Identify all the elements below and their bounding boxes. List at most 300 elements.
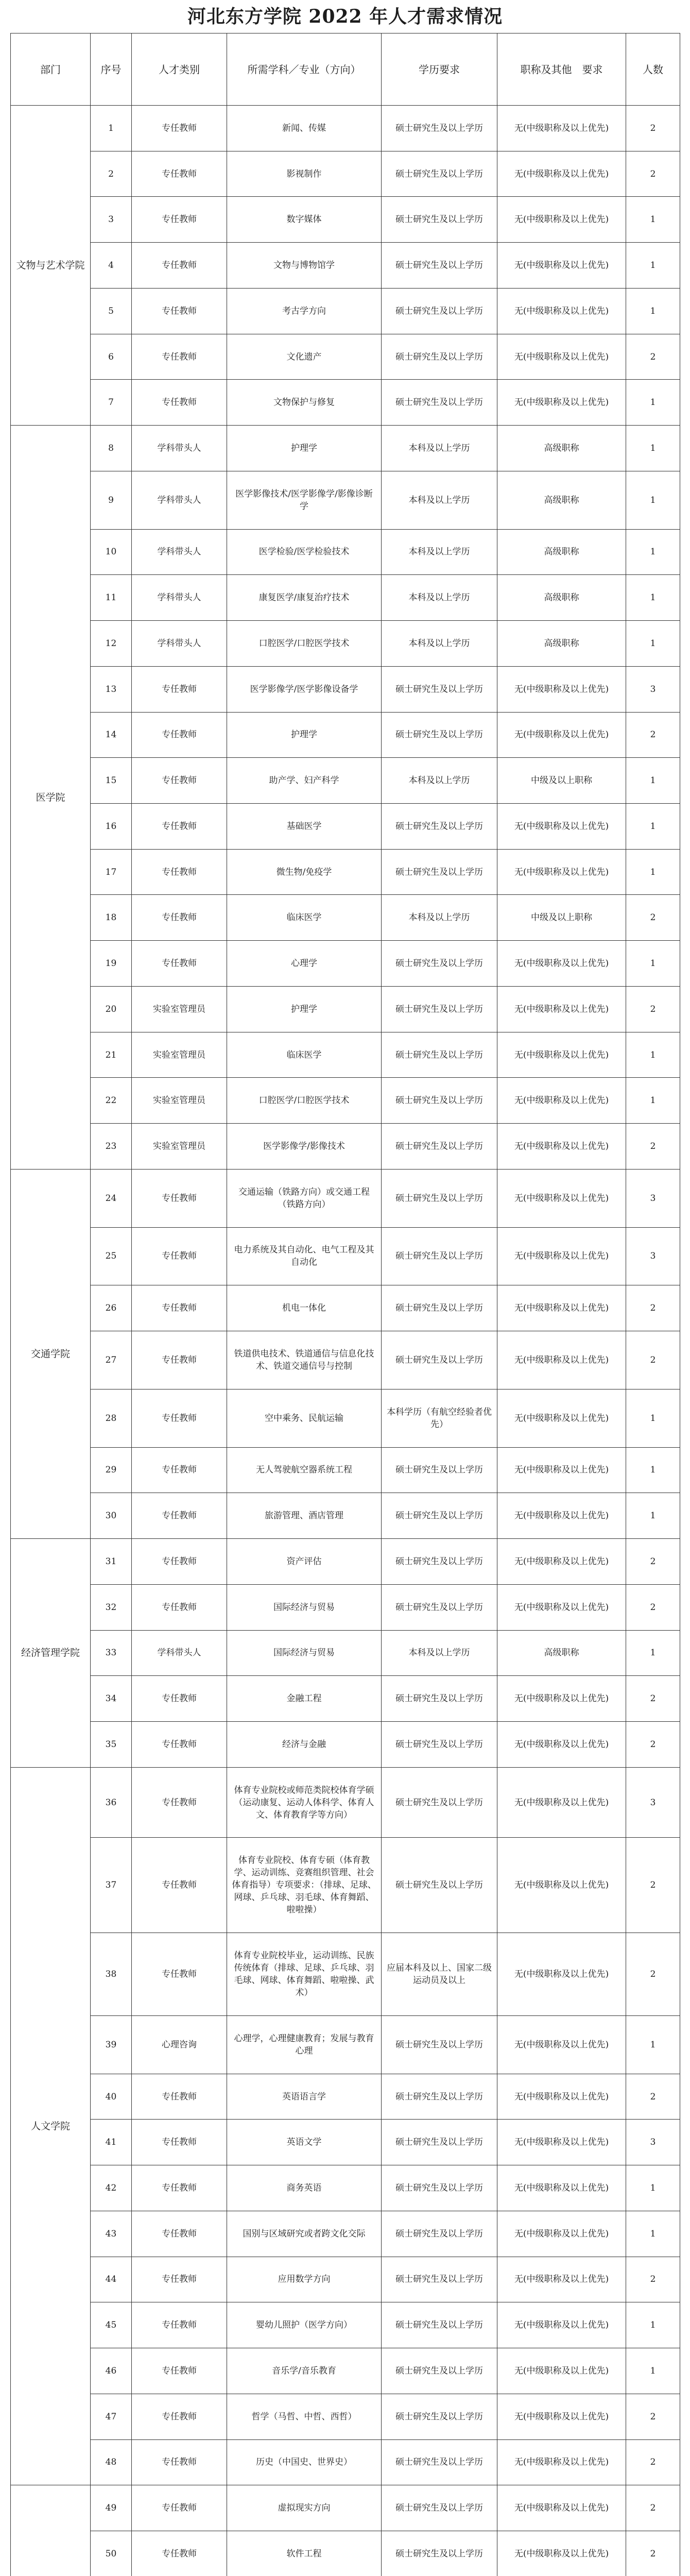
cell-count: 1 bbox=[626, 380, 680, 426]
cell-category: 学科带头人 bbox=[132, 426, 227, 471]
table-row bbox=[11, 1767, 680, 1838]
cell-education: 硕士研究生及以上学历 bbox=[382, 2485, 497, 2531]
cell-field: 护理学 bbox=[227, 426, 382, 471]
cell-count: 2 bbox=[626, 2074, 680, 2120]
cell-no: 48 bbox=[91, 2439, 132, 2485]
cell-education: 硕士研究生及以上学历 bbox=[382, 2015, 497, 2074]
cell-education: 应届本科及以上、国家二级运动员及以上 bbox=[382, 1933, 497, 2016]
cell-category: 学科带头人 bbox=[132, 621, 227, 667]
table-row bbox=[11, 1169, 680, 1227]
cell-no: 50 bbox=[91, 2531, 132, 2576]
cell-title-requirement: 无(中级职称及以上优先) bbox=[497, 2165, 626, 2211]
cell-education: 本科及以上学历 bbox=[382, 1630, 497, 1676]
cell-title-requirement: 高级职称 bbox=[497, 529, 626, 575]
table-row bbox=[11, 106, 680, 151]
cell-no: 1 bbox=[91, 106, 132, 151]
cell-no: 22 bbox=[91, 1078, 132, 1124]
cell-education: 硕士研究生及以上学历 bbox=[382, 2531, 497, 2576]
cell-field: 无人驾驶航空器系统工程 bbox=[227, 1447, 382, 1493]
cell-category: 专任教师 bbox=[132, 1933, 227, 2016]
cell-field: 铁道供电技术、铁道通信与信息化技术、铁道交通信号与控制 bbox=[227, 1331, 382, 1389]
cell-category: 专任教师 bbox=[132, 758, 227, 804]
cell-no: 28 bbox=[91, 1389, 132, 1447]
cell-field: 心理学，心理健康教育；发展与教育心理 bbox=[227, 2015, 382, 2074]
cell-education: 本科及以上学历 bbox=[382, 471, 497, 529]
cell-field: 虚拟现实方向 bbox=[227, 2485, 382, 2531]
cell-title-requirement: 无(中级职称及以上优先) bbox=[497, 1539, 626, 1585]
cell-title-requirement: 无(中级职称及以上优先) bbox=[497, 1584, 626, 1630]
header-category: 人才类别 bbox=[132, 33, 227, 106]
cell-education: 硕士研究生及以上学历 bbox=[382, 941, 497, 987]
cell-education: 硕士研究生及以上学历 bbox=[382, 1032, 497, 1078]
cell-no: 9 bbox=[91, 471, 132, 529]
cell-no: 36 bbox=[91, 1767, 132, 1838]
cell-count: 1 bbox=[626, 2165, 680, 2211]
cell-no: 39 bbox=[91, 2015, 132, 2074]
cell-category: 专任教师 bbox=[132, 1539, 227, 1585]
cell-education: 硕士研究生及以上学历 bbox=[382, 1227, 497, 1285]
cell-count: 1 bbox=[626, 471, 680, 529]
cell-title-requirement: 无(中级职称及以上优先) bbox=[497, 666, 626, 712]
table-row bbox=[11, 804, 680, 850]
cell-field: 软件工程 bbox=[227, 2531, 382, 2576]
table-row bbox=[11, 1389, 680, 1447]
table-row bbox=[11, 895, 680, 941]
cell-field: 婴幼儿照护（医学方向） bbox=[227, 2302, 382, 2348]
cell-no: 40 bbox=[91, 2074, 132, 2120]
cell-count: 2 bbox=[626, 334, 680, 380]
cell-category: 专任教师 bbox=[132, 2257, 227, 2302]
cell-count: 2 bbox=[626, 1539, 680, 1585]
cell-no: 38 bbox=[91, 1933, 132, 2016]
cell-title-requirement: 无(中级职称及以上优先) bbox=[497, 1032, 626, 1078]
cell-category: 专任教师 bbox=[132, 1721, 227, 1767]
cell-category: 专任教师 bbox=[132, 243, 227, 289]
table-row bbox=[11, 621, 680, 667]
cell-field: 影视制作 bbox=[227, 151, 382, 197]
cell-title-requirement: 无(中级职称及以上优先) bbox=[497, 1078, 626, 1124]
cell-category: 专任教师 bbox=[132, 849, 227, 895]
cell-title-requirement: 无(中级职称及以上优先) bbox=[497, 804, 626, 850]
cell-dept bbox=[11, 2485, 91, 2576]
cell-count: 1 bbox=[626, 2348, 680, 2394]
cell-title-requirement: 无(中级职称及以上优先) bbox=[497, 849, 626, 895]
cell-count: 2 bbox=[626, 1933, 680, 2016]
cell-field: 英语语言学 bbox=[227, 2074, 382, 2120]
cell-title-requirement: 无(中级职称及以上优先) bbox=[497, 380, 626, 426]
table-row bbox=[11, 758, 680, 804]
cell-no: 20 bbox=[91, 986, 132, 1032]
cell-field: 护理学 bbox=[227, 986, 382, 1032]
cell-field: 机电一体化 bbox=[227, 1285, 382, 1331]
cell-field: 音乐学/音乐教育 bbox=[227, 2348, 382, 2394]
cell-education: 硕士研究生及以上学历 bbox=[382, 1767, 497, 1838]
cell-no: 5 bbox=[91, 288, 132, 334]
cell-count: 1 bbox=[626, 1389, 680, 1447]
cell-category: 专任教师 bbox=[132, 106, 227, 151]
header-education: 学历要求 bbox=[382, 33, 497, 106]
cell-count: 2 bbox=[626, 2485, 680, 2531]
table-row bbox=[11, 575, 680, 621]
header-count: 人数 bbox=[626, 33, 680, 106]
cell-no: 11 bbox=[91, 575, 132, 621]
cell-field: 空中乘务、民航运输 bbox=[227, 1389, 382, 1447]
cell-category: 专任教师 bbox=[132, 2302, 227, 2348]
cell-count: 1 bbox=[626, 849, 680, 895]
cell-count: 1 bbox=[626, 529, 680, 575]
cell-education: 本科及以上学历 bbox=[382, 758, 497, 804]
cell-education: 硕士研究生及以上学历 bbox=[382, 2394, 497, 2439]
cell-no: 14 bbox=[91, 712, 132, 758]
table-row bbox=[11, 2348, 680, 2394]
cell-no: 12 bbox=[91, 621, 132, 667]
table-row bbox=[11, 288, 680, 334]
cell-title-requirement: 无(中级职称及以上优先) bbox=[497, 1285, 626, 1331]
cell-no: 18 bbox=[91, 895, 132, 941]
cell-education: 硕士研究生及以上学历 bbox=[382, 334, 497, 380]
cell-count: 2 bbox=[626, 2257, 680, 2302]
table-row bbox=[11, 1838, 680, 1933]
cell-title-requirement: 无(中级职称及以上优先) bbox=[497, 2531, 626, 2576]
table-row bbox=[11, 1630, 680, 1676]
cell-count: 2 bbox=[626, 1676, 680, 1722]
table-row bbox=[11, 1227, 680, 1285]
cell-count: 1 bbox=[626, 2015, 680, 2074]
cell-field: 微生物/免疫学 bbox=[227, 849, 382, 895]
cell-no: 17 bbox=[91, 849, 132, 895]
cell-education: 硕士研究生及以上学历 bbox=[382, 2257, 497, 2302]
cell-dept: 人文学院 bbox=[11, 1767, 91, 2485]
cell-education: 硕士研究生及以上学历 bbox=[382, 2074, 497, 2120]
cell-category: 专任教师 bbox=[132, 1169, 227, 1227]
cell-category: 专任教师 bbox=[132, 334, 227, 380]
cell-education: 本科学历（有航空经验者优先） bbox=[382, 1389, 497, 1447]
cell-no: 26 bbox=[91, 1285, 132, 1331]
cell-count: 3 bbox=[626, 666, 680, 712]
cell-category: 专任教师 bbox=[132, 712, 227, 758]
table-row bbox=[11, 1493, 680, 1539]
cell-category: 学科带头人 bbox=[132, 575, 227, 621]
cell-category: 专任教师 bbox=[132, 941, 227, 987]
cell-education: 硕士研究生及以上学历 bbox=[382, 197, 497, 243]
cell-education: 硕士研究生及以上学历 bbox=[382, 151, 497, 197]
cell-title-requirement: 高级职称 bbox=[497, 426, 626, 471]
cell-field: 商务英语 bbox=[227, 2165, 382, 2211]
cell-count: 1 bbox=[626, 288, 680, 334]
cell-education: 本科及以上学历 bbox=[382, 621, 497, 667]
table-row bbox=[11, 2257, 680, 2302]
cell-title-requirement: 无(中级职称及以上优先) bbox=[497, 2348, 626, 2394]
table-row bbox=[11, 380, 680, 426]
cell-field: 口腔医学/口腔医学技术 bbox=[227, 621, 382, 667]
cell-field: 助产学、妇产科学 bbox=[227, 758, 382, 804]
cell-category: 心理咨询 bbox=[132, 2015, 227, 2074]
cell-count: 1 bbox=[626, 804, 680, 850]
cell-category: 实验室管理员 bbox=[132, 986, 227, 1032]
cell-category: 专任教师 bbox=[132, 1676, 227, 1722]
cell-category: 专任教师 bbox=[132, 666, 227, 712]
cell-category: 专任教师 bbox=[132, 288, 227, 334]
table-header-row bbox=[11, 33, 680, 106]
cell-category: 专任教师 bbox=[132, 2120, 227, 2165]
cell-field: 体育专业院校或师范类院校体育学硕（运动康复、运动人体科学、体育人文、体育教育学等方向） bbox=[227, 1767, 382, 1838]
cell-no: 24 bbox=[91, 1169, 132, 1227]
cell-no: 3 bbox=[91, 197, 132, 243]
table-row bbox=[11, 334, 680, 380]
table-row bbox=[11, 1447, 680, 1493]
cell-category: 专任教师 bbox=[132, 1584, 227, 1630]
cell-field: 心理学 bbox=[227, 941, 382, 987]
cell-education: 硕士研究生及以上学历 bbox=[382, 1331, 497, 1389]
cell-field: 临床医学 bbox=[227, 1032, 382, 1078]
cell-no: 46 bbox=[91, 2348, 132, 2394]
cell-no: 35 bbox=[91, 1721, 132, 1767]
cell-title-requirement: 无(中级职称及以上优先) bbox=[497, 1721, 626, 1767]
cell-count: 2 bbox=[626, 1331, 680, 1389]
cell-dept: 文物与艺术学院 bbox=[11, 106, 91, 426]
cell-field: 口腔医学/口腔医学技术 bbox=[227, 1078, 382, 1124]
cell-count: 3 bbox=[626, 2120, 680, 2165]
cell-education: 本科及以上学历 bbox=[382, 529, 497, 575]
cell-no: 7 bbox=[91, 380, 132, 426]
table-row bbox=[11, 1539, 680, 1585]
cell-no: 4 bbox=[91, 243, 132, 289]
cell-title-requirement: 无(中级职称及以上优先) bbox=[497, 1447, 626, 1493]
cell-education: 硕士研究生及以上学历 bbox=[382, 1676, 497, 1722]
cell-education: 硕士研究生及以上学历 bbox=[382, 2439, 497, 2485]
table-row bbox=[11, 1933, 680, 2016]
table-row bbox=[11, 2302, 680, 2348]
cell-count: 1 bbox=[626, 197, 680, 243]
cell-field: 新闻、传媒 bbox=[227, 106, 382, 151]
cell-title-requirement: 无(中级职称及以上优先) bbox=[497, 2394, 626, 2439]
cell-category: 专任教师 bbox=[132, 197, 227, 243]
cell-title-requirement: 无(中级职称及以上优先) bbox=[497, 2211, 626, 2257]
cell-field: 文化遗产 bbox=[227, 334, 382, 380]
cell-field: 哲学（马哲、中哲、西哲） bbox=[227, 2394, 382, 2439]
cell-dept: 经济管理学院 bbox=[11, 1539, 91, 1768]
header-field: 所需学科／专业（方向） bbox=[227, 33, 382, 106]
table-row bbox=[11, 941, 680, 987]
cell-no: 37 bbox=[91, 1838, 132, 1933]
cell-education: 硕士研究生及以上学历 bbox=[382, 2348, 497, 2394]
cell-title-requirement: 高级职称 bbox=[497, 621, 626, 667]
cell-title-requirement: 无(中级职称及以上优先) bbox=[497, 1227, 626, 1285]
cell-title-requirement: 无(中级职称及以上优先) bbox=[497, 2015, 626, 2074]
cell-title-requirement: 无(中级职称及以上优先) bbox=[497, 712, 626, 758]
cell-title-requirement: 高级职称 bbox=[497, 471, 626, 529]
talent-demand-table-area bbox=[10, 33, 680, 2576]
cell-education: 硕士研究生及以上学历 bbox=[382, 2120, 497, 2165]
table-row bbox=[11, 2120, 680, 2165]
table-row bbox=[11, 2211, 680, 2257]
table-row bbox=[11, 1078, 680, 1124]
cell-count: 2 bbox=[626, 1285, 680, 1331]
cell-no: 25 bbox=[91, 1227, 132, 1285]
cell-count: 1 bbox=[626, 1630, 680, 1676]
cell-title-requirement: 无(中级职称及以上优先) bbox=[497, 1767, 626, 1838]
cell-title-requirement: 无(中级职称及以上优先) bbox=[497, 1331, 626, 1389]
cell-field: 体育专业院校毕业，运动训练、民族传统体育（排球、足球、乒乓球、羽毛球、网球、体育舞蹈、啦啦操、武术） bbox=[227, 1933, 382, 2016]
cell-count: 2 bbox=[626, 1721, 680, 1767]
cell-field: 体育专业院校、体育专硕（体育教学、运动训练、竞赛组织管理、社会体育指导）专项要求：（排球、足球、网球、乒乓球、羽毛球、体育舞蹈、啦啦操） bbox=[227, 1838, 382, 1933]
cell-education: 硕士研究生及以上学历 bbox=[382, 804, 497, 850]
cell-category: 专任教师 bbox=[132, 1331, 227, 1389]
table-row bbox=[11, 197, 680, 243]
table-row bbox=[11, 1676, 680, 1722]
cell-title-requirement: 无(中级职称及以上优先) bbox=[497, 106, 626, 151]
cell-no: 44 bbox=[91, 2257, 132, 2302]
cell-count: 2 bbox=[626, 151, 680, 197]
cell-no: 21 bbox=[91, 1032, 132, 1078]
cell-category: 实验室管理员 bbox=[132, 1124, 227, 1170]
cell-category: 专任教师 bbox=[132, 2394, 227, 2439]
cell-field: 康复医学/康复治疗技术 bbox=[227, 575, 382, 621]
cell-category: 专任教师 bbox=[132, 2211, 227, 2257]
cell-title-requirement: 无(中级职称及以上优先) bbox=[497, 1124, 626, 1170]
cell-category: 专任教师 bbox=[132, 2165, 227, 2211]
cell-title-requirement: 无(中级职称及以上优先) bbox=[497, 986, 626, 1032]
cell-category: 专任教师 bbox=[132, 1285, 227, 1331]
cell-education: 硕士研究生及以上学历 bbox=[382, 849, 497, 895]
table-row bbox=[11, 2074, 680, 2120]
cell-field: 交通运输（铁路方向）或交通工程（铁路方向） bbox=[227, 1169, 382, 1227]
table-row bbox=[11, 1721, 680, 1767]
cell-count: 1 bbox=[626, 1447, 680, 1493]
cell-category: 专任教师 bbox=[132, 380, 227, 426]
table-row bbox=[11, 243, 680, 289]
table-row bbox=[11, 1285, 680, 1331]
cell-title-requirement: 无(中级职称及以上优先) bbox=[497, 1933, 626, 2016]
cell-no: 29 bbox=[91, 1447, 132, 1493]
cell-count: 2 bbox=[626, 712, 680, 758]
cell-category: 学科带头人 bbox=[132, 1630, 227, 1676]
cell-field: 历史（中国史、世界史） bbox=[227, 2439, 382, 2485]
cell-education: 硕士研究生及以上学历 bbox=[382, 288, 497, 334]
cell-education: 本科及以上学历 bbox=[382, 426, 497, 471]
table-row bbox=[11, 2439, 680, 2485]
cell-count: 1 bbox=[626, 1032, 680, 1078]
cell-education: 硕士研究生及以上学历 bbox=[382, 1539, 497, 1585]
cell-no: 41 bbox=[91, 2120, 132, 2165]
table-row bbox=[11, 2531, 680, 2576]
cell-no: 16 bbox=[91, 804, 132, 850]
cell-field: 资产评估 bbox=[227, 1539, 382, 1585]
cell-category: 专任教师 bbox=[132, 2439, 227, 2485]
cell-field: 旅游管理、酒店管理 bbox=[227, 1493, 382, 1539]
cell-category: 实验室管理员 bbox=[132, 1032, 227, 1078]
cell-no: 10 bbox=[91, 529, 132, 575]
cell-title-requirement: 无(中级职称及以上优先) bbox=[497, 2257, 626, 2302]
cell-no: 33 bbox=[91, 1630, 132, 1676]
cell-count: 3 bbox=[626, 1767, 680, 1838]
cell-no: 49 bbox=[91, 2485, 132, 2531]
cell-education: 硕士研究生及以上学历 bbox=[382, 1584, 497, 1630]
cell-title-requirement: 无(中级职称及以上优先) bbox=[497, 1676, 626, 1722]
cell-field: 基础医学 bbox=[227, 804, 382, 850]
cell-education: 本科及以上学历 bbox=[382, 895, 497, 941]
cell-title-requirement: 无(中级职称及以上优先) bbox=[497, 288, 626, 334]
cell-field: 国际经济与贸易 bbox=[227, 1630, 382, 1676]
cell-count: 2 bbox=[626, 2439, 680, 2485]
cell-education: 硕士研究生及以上学历 bbox=[382, 1447, 497, 1493]
cell-no: 13 bbox=[91, 666, 132, 712]
cell-category: 专任教师 bbox=[132, 804, 227, 850]
cell-field: 文物与博物馆学 bbox=[227, 243, 382, 289]
table-row bbox=[11, 666, 680, 712]
cell-education: 硕士研究生及以上学历 bbox=[382, 986, 497, 1032]
cell-field: 英语文学 bbox=[227, 2120, 382, 2165]
table-row bbox=[11, 2015, 680, 2074]
cell-field: 文物保护与修复 bbox=[227, 380, 382, 426]
table-row bbox=[11, 849, 680, 895]
cell-category: 实验室管理员 bbox=[132, 1078, 227, 1124]
cell-field: 医学影像学/医学影像设备学 bbox=[227, 666, 382, 712]
table-row bbox=[11, 986, 680, 1032]
cell-title-requirement: 无(中级职称及以上优先) bbox=[497, 1493, 626, 1539]
cell-field: 经济与金融 bbox=[227, 1721, 382, 1767]
header-no: 序号 bbox=[91, 33, 132, 106]
cell-count: 3 bbox=[626, 1169, 680, 1227]
cell-no: 8 bbox=[91, 426, 132, 471]
cell-category: 专任教师 bbox=[132, 2348, 227, 2394]
table-row bbox=[11, 426, 680, 471]
cell-category: 专任教师 bbox=[132, 1389, 227, 1447]
cell-category: 专任教师 bbox=[132, 1493, 227, 1539]
table-row bbox=[11, 1331, 680, 1389]
cell-count: 1 bbox=[626, 2211, 680, 2257]
cell-education: 硕士研究生及以上学历 bbox=[382, 1493, 497, 1539]
cell-category: 专任教师 bbox=[132, 1767, 227, 1838]
cell-count: 2 bbox=[626, 2531, 680, 2576]
header-dept: 部门 bbox=[11, 33, 91, 106]
cell-field: 医学影像学/影像技术 bbox=[227, 1124, 382, 1170]
table-row bbox=[11, 2394, 680, 2439]
page-title: 河北东方学院 2022 年人才需求情况 bbox=[187, 6, 503, 27]
cell-category: 专任教师 bbox=[132, 2074, 227, 2120]
cell-no: 15 bbox=[91, 758, 132, 804]
table-body bbox=[11, 106, 680, 2576]
cell-education: 硕士研究生及以上学历 bbox=[382, 2165, 497, 2211]
cell-title-requirement: 无(中级职称及以上优先) bbox=[497, 1169, 626, 1227]
cell-dept: 交通学院 bbox=[11, 1169, 91, 1538]
cell-no: 27 bbox=[91, 1331, 132, 1389]
cell-title-requirement: 无(中级职称及以上优先) bbox=[497, 2074, 626, 2120]
cell-count: 2 bbox=[626, 1838, 680, 1933]
table-row bbox=[11, 529, 680, 575]
cell-count: 2 bbox=[626, 106, 680, 151]
cell-field: 国别与区域研究或者跨文化交际 bbox=[227, 2211, 382, 2257]
cell-education: 硕士研究生及以上学历 bbox=[382, 1285, 497, 1331]
cell-category: 专任教师 bbox=[132, 151, 227, 197]
cell-count: 1 bbox=[626, 2302, 680, 2348]
cell-category: 专任教师 bbox=[132, 1227, 227, 1285]
cell-title-requirement: 中级及以上职称 bbox=[497, 758, 626, 804]
cell-title-requirement: 无(中级职称及以上优先) bbox=[497, 243, 626, 289]
cell-education: 硕士研究生及以上学历 bbox=[382, 106, 497, 151]
table-row bbox=[11, 1032, 680, 1078]
cell-field: 护理学 bbox=[227, 712, 382, 758]
cell-count: 1 bbox=[626, 426, 680, 471]
cell-education: 硕士研究生及以上学历 bbox=[382, 1721, 497, 1767]
header-title-requirement: 职称及其他 要求 bbox=[497, 33, 626, 106]
cell-count: 2 bbox=[626, 2394, 680, 2439]
cell-field: 国际经济与贸易 bbox=[227, 1584, 382, 1630]
cell-field: 数字媒体 bbox=[227, 197, 382, 243]
table-row bbox=[11, 2485, 680, 2531]
cell-education: 硕士研究生及以上学历 bbox=[382, 1169, 497, 1227]
cell-title-requirement: 无(中级职称及以上优先) bbox=[497, 941, 626, 987]
